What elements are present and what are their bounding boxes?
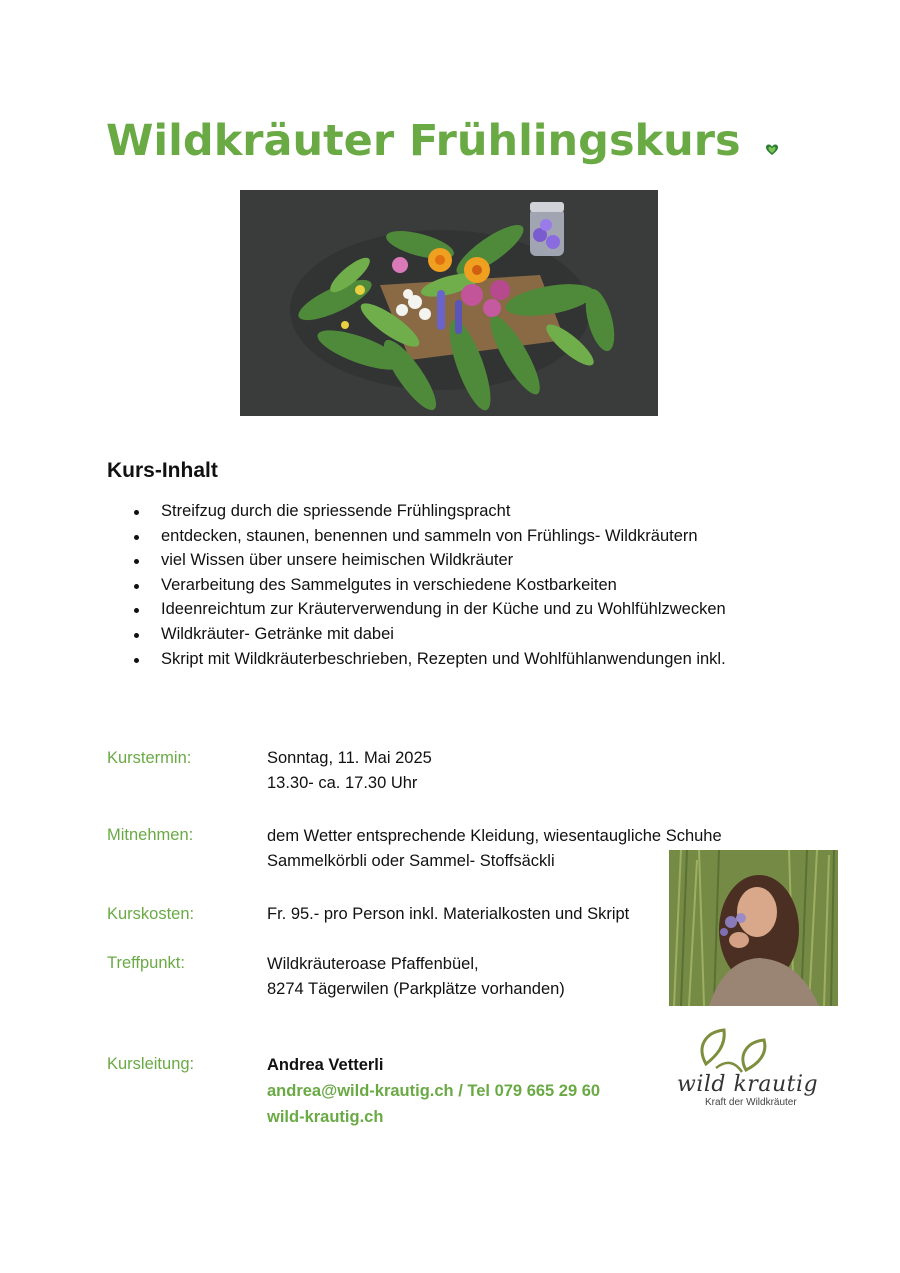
list-item: Streifzug durch die spriessende Frühlingspracht xyxy=(130,499,726,524)
heart-icon xyxy=(765,143,779,157)
list-item: Wildkräuter- Getränke mit dabei xyxy=(130,622,726,647)
time-value: 13.30- ca. 17.30 Uhr xyxy=(267,774,418,792)
list-item: entdecken, staunen, benennen und sammeln von Frühlings- Wildkräutern xyxy=(130,524,726,549)
date-label: Kurstermin: xyxy=(107,749,192,767)
list-item: viel Wissen über unsere heimischen Wildkräuter xyxy=(130,548,726,573)
logo-tagline: Kraft der Wildkräuter xyxy=(705,1097,797,1108)
lead-name: Andrea Vetterli xyxy=(267,1056,384,1074)
herb-bouquet-photo xyxy=(240,190,658,416)
lead-label: Kursleitung: xyxy=(107,1055,195,1073)
bring-line-1: dem Wetter entsprechende Kleidung, wiesentaugliche Schuhe xyxy=(267,827,722,845)
meeting-line-2: 8274 Tägerwilen (Parkplätze vorhanden) xyxy=(267,980,565,998)
cost-value: Fr. 95.- pro Person inkl. Materialkosten und Skript xyxy=(267,905,630,923)
meeting-label: Treffpunkt: xyxy=(107,954,185,972)
bring-line-2: Sammelkörbli oder Sammel- Stoffsäckli xyxy=(267,852,555,870)
cost-label: Kurskosten: xyxy=(107,905,195,923)
content-list xyxy=(130,499,726,671)
content-heading: Kurs-Inhalt xyxy=(107,459,218,482)
list-item: Ideenreichtum zur Kräuterverwendung in der Küche und zu Wohlfühlzwecken xyxy=(130,597,726,622)
meeting-line-1: Wildkräuteroase Pfaffenbüel, xyxy=(267,955,479,973)
bring-label: Mitnehmen: xyxy=(107,826,194,844)
lead-website-link[interactable]: wild-krautig.ch xyxy=(267,1108,384,1126)
date-value: Sonntag, 11. Mai 2025 xyxy=(267,749,432,767)
lead-contact-link[interactable]: andrea@wild-krautig.ch / Tel 079 665 29 60 xyxy=(267,1082,601,1100)
list-item: Verarbeitung des Sammelgutes in verschiedene Kostbarkeiten xyxy=(130,573,726,598)
list-item: Skript mit Wildkräuterbeschrieben, Rezepten und Wohlfühlanwendungen inkl. xyxy=(130,647,726,672)
logo-wordmark: wild krautig xyxy=(677,1072,819,1097)
instructor-portrait xyxy=(669,850,838,1006)
page-title: Wildkräuter Frühlingskurs xyxy=(106,116,741,166)
